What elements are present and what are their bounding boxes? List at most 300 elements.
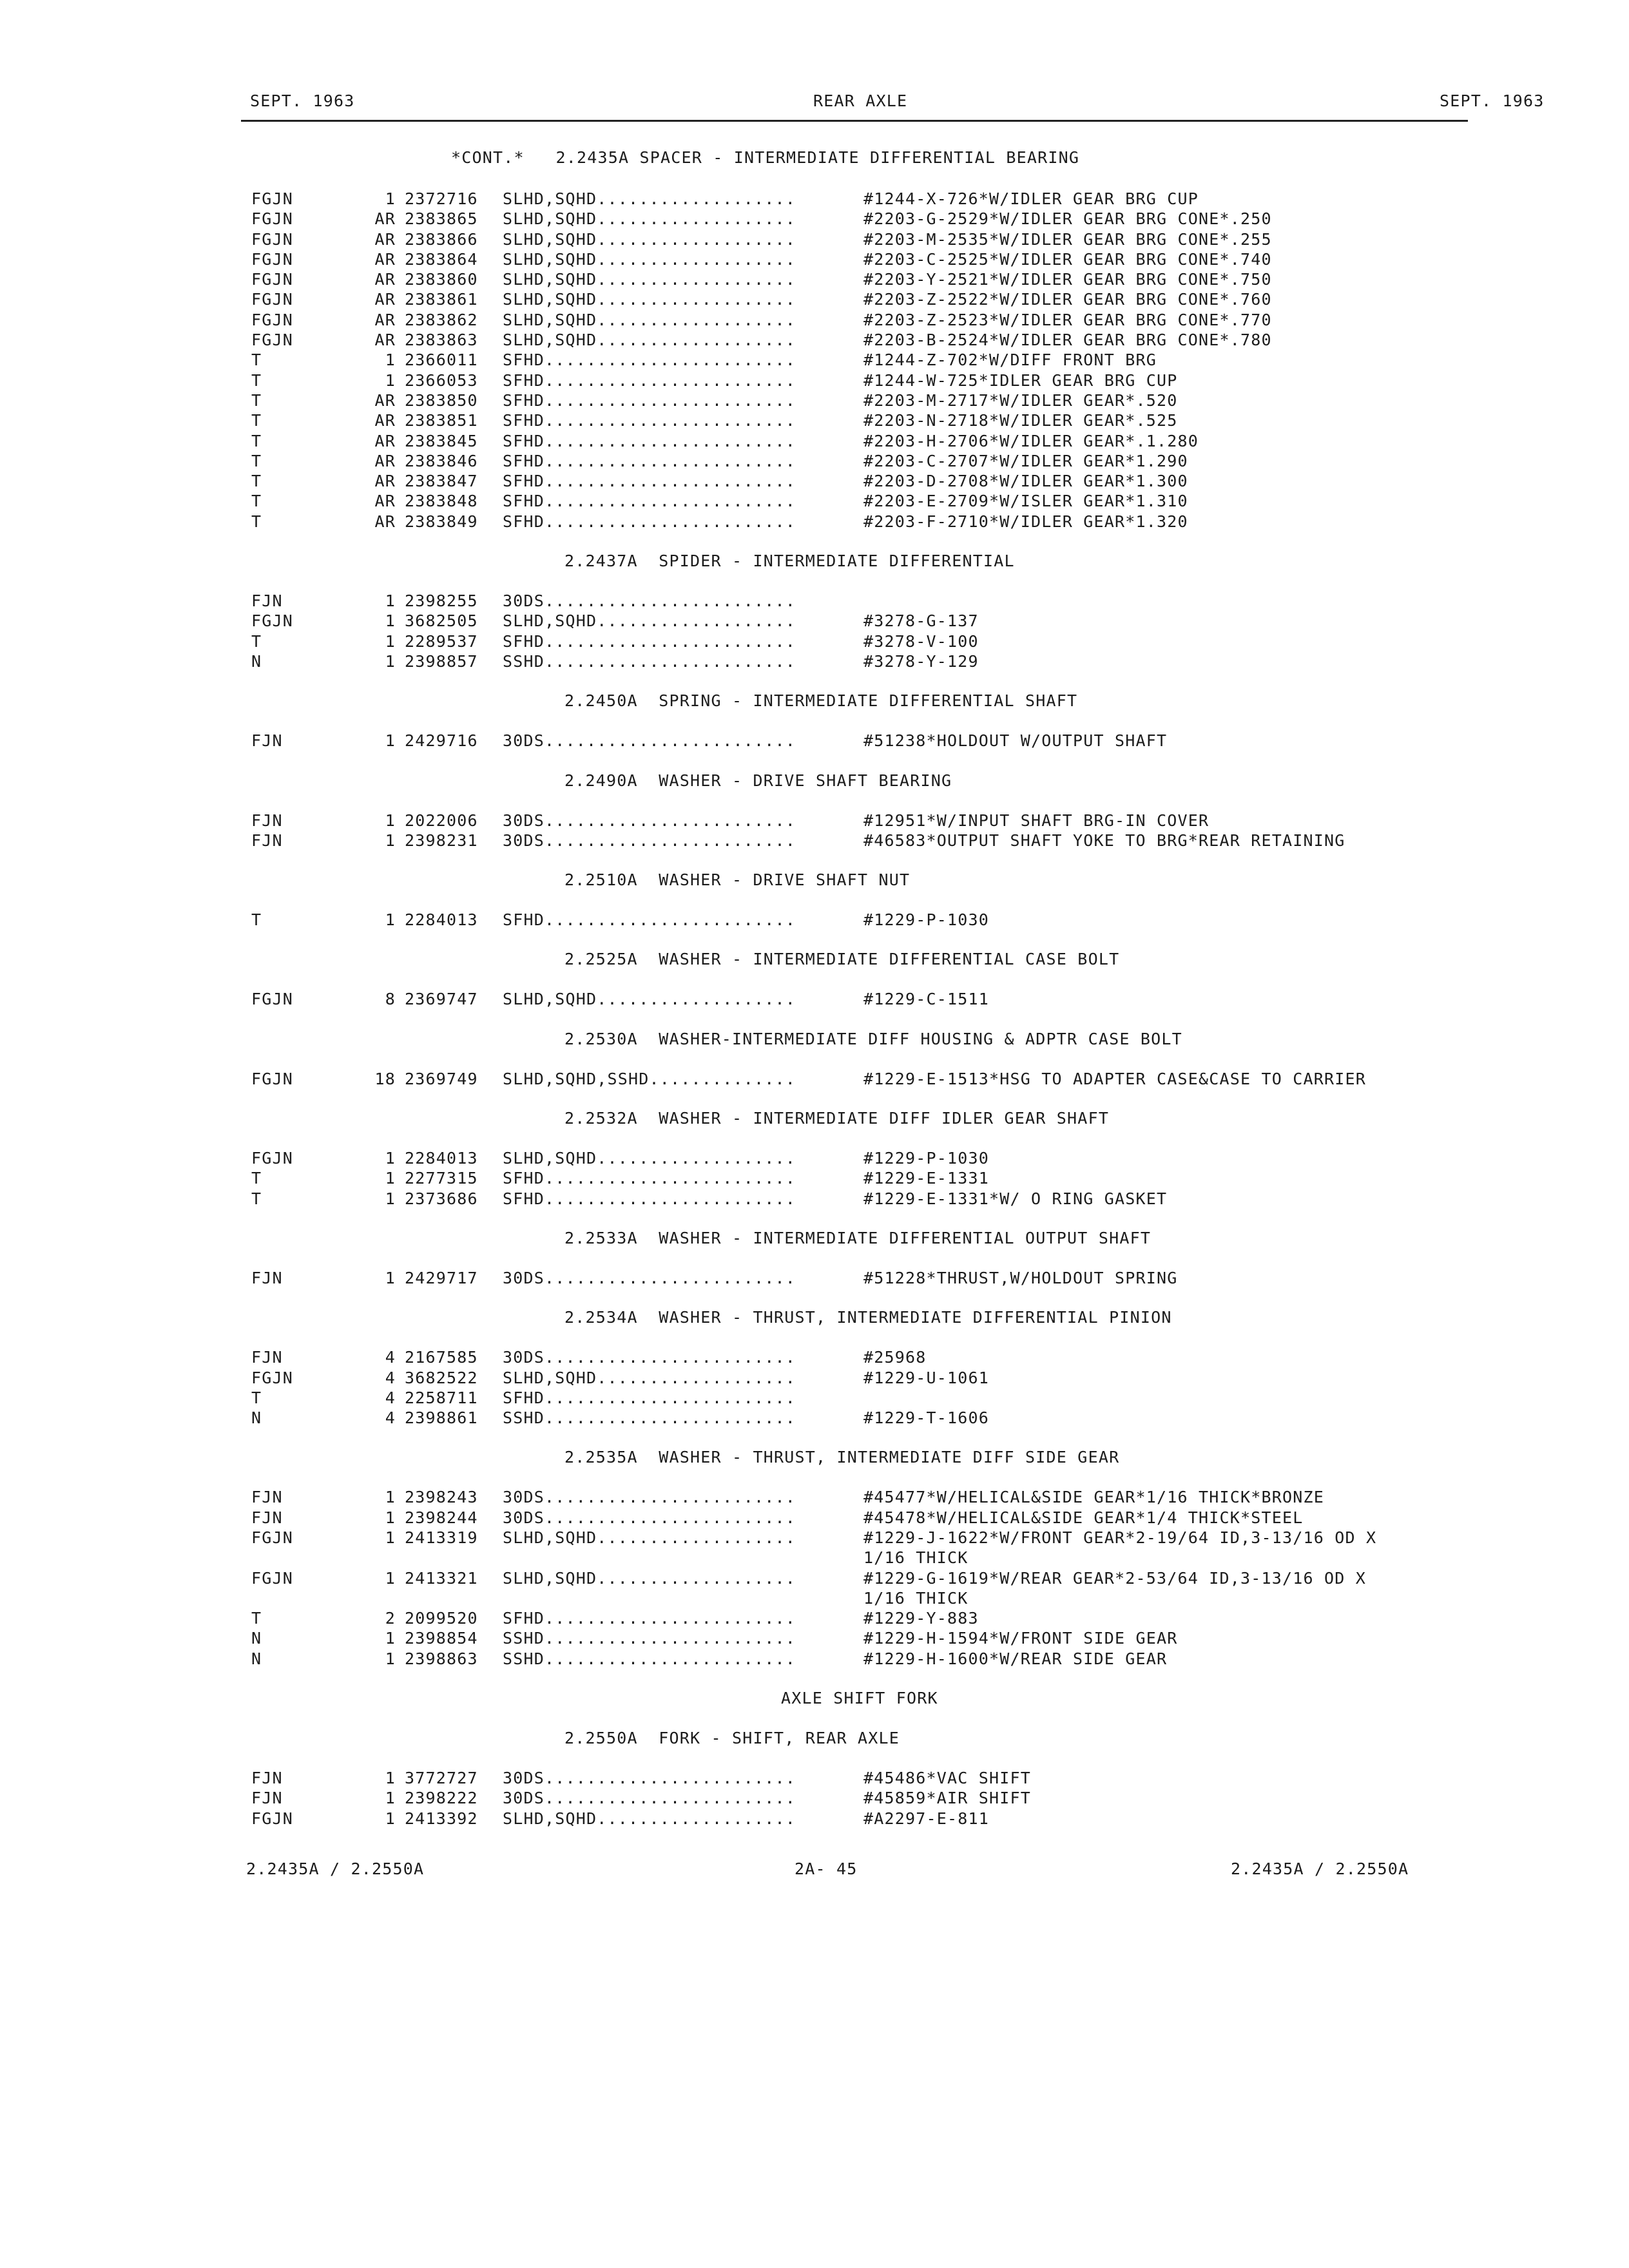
quantity: 2 — [385, 1609, 396, 1628]
quantity: 1 — [385, 1169, 396, 1188]
model-code: FJN — [251, 811, 283, 830]
part-number: 2398222 — [405, 1789, 478, 1808]
table-row — [0, 351, 1629, 370]
part-number: 2383851 — [405, 411, 478, 430]
table-row — [0, 371, 1629, 391]
description: #46583*OUTPUT SHAFT YOKE TO BRG*REAR RETAINING — [863, 831, 1345, 850]
model-code: FJN — [251, 1508, 283, 1527]
section-title-block — [0, 1308, 1629, 1328]
quantity: 1 — [385, 831, 396, 850]
model-list: 30DS........................ — [503, 1348, 796, 1367]
part-number: 2289537 — [405, 631, 478, 651]
section-title: 2.2450A SPRING - INTERMEDIATE DIFFERENTIAL SHAFT — [564, 691, 1078, 711]
description: #1229-C-1511 — [863, 990, 990, 1009]
model-code: FJN — [251, 831, 283, 850]
section-gap — [0, 532, 1629, 552]
table-row — [0, 731, 1629, 751]
parts-list — [0, 148, 1629, 1829]
table-row — [0, 270, 1629, 290]
model-code: T — [251, 1169, 262, 1188]
model-code: FGJN — [251, 1149, 294, 1168]
quantity: 1 — [385, 1649, 396, 1668]
part-number: 2383847 — [405, 472, 478, 491]
description: #3278-Y-129 — [863, 651, 979, 671]
model-code: N — [251, 1649, 262, 1668]
quantity: AR — [374, 472, 396, 491]
section-title: 2.2490A WASHER - DRIVE SHAFT BEARING — [564, 771, 952, 790]
model-list: 30DS........................ — [503, 1508, 796, 1527]
part-number: 2398863 — [405, 1649, 478, 1668]
description: #1244-X-726*W/IDLER GEAR BRG CUP — [863, 189, 1199, 208]
description: #2203-D-2708*W/IDLER GEAR*1.300 — [863, 472, 1188, 491]
quantity: 1 — [385, 189, 396, 208]
section-title: 2.2534A WASHER - THRUST, INTERMEDIATE DIFFERENTIAL PINION — [564, 1308, 1172, 1327]
table-row — [0, 492, 1629, 512]
quantity: 1 — [385, 910, 396, 930]
footer-range-right: 2.2435A / 2.2550A — [1231, 1860, 1409, 1878]
quantity: 1 — [385, 1268, 396, 1287]
quantity: 1 — [385, 1789, 396, 1808]
quantity: AR — [374, 229, 396, 249]
model-list: SFHD........................ — [503, 472, 796, 491]
part-number: 2383846 — [405, 451, 478, 470]
table-row — [0, 1348, 1629, 1368]
description: #2203-N-2718*W/IDLER GEAR*.525 — [863, 411, 1178, 430]
table-row — [0, 411, 1629, 431]
model-list: SLHD,SQHD................... — [503, 331, 796, 350]
section-title-block — [0, 1229, 1629, 1249]
description: #1229-T-1606 — [863, 1408, 990, 1428]
part-number: 2413319 — [405, 1528, 478, 1547]
description: #1229-E-1513*HSG TO ADAPTER CASE&CASE TO CARRIER — [863, 1069, 1367, 1088]
part-number: 2398861 — [405, 1408, 478, 1428]
section-title-block — [0, 950, 1629, 970]
section-gap — [0, 1289, 1629, 1308]
model-list: SLHD,SQHD................... — [503, 1809, 796, 1828]
model-code: FJN — [251, 591, 283, 611]
description: #2203-C-2707*W/IDLER GEAR*1.290 — [863, 451, 1188, 470]
table-row — [0, 1488, 1629, 1508]
table-row — [0, 1609, 1629, 1629]
model-list: SFHD........................ — [503, 492, 796, 511]
description: #1229-H-1594*W/FRONT SIDE GEAR — [863, 1629, 1178, 1648]
table-row — [0, 652, 1629, 672]
model-code: T — [251, 1609, 262, 1628]
group-heading: AXLE SHIFT FORK — [781, 1689, 938, 1708]
part-number: 2383850 — [405, 390, 478, 410]
model-list: SLHD,SQHD................... — [503, 290, 796, 309]
table-row — [0, 189, 1629, 209]
description: #2203-M-2535*W/IDLER GEAR BRG CONE*.255 — [863, 229, 1272, 249]
section-title: 2.2532A WASHER - INTERMEDIATE DIFF IDLER GEAR SHAFT — [564, 1109, 1110, 1128]
model-code: FGJN — [251, 310, 294, 329]
model-list: SLHD,SQHD................... — [503, 229, 796, 249]
part-number: 2383845 — [405, 431, 478, 450]
model-list: SLHD,SQHD................... — [503, 1368, 796, 1387]
model-code: FGJN — [251, 189, 294, 208]
quantity: AR — [374, 290, 396, 309]
model-code: FJN — [251, 1348, 283, 1367]
table-row — [0, 1508, 1629, 1528]
section-title-block — [0, 1030, 1629, 1050]
model-list: SLHD,SQHD................... — [503, 249, 796, 269]
model-code: T — [251, 451, 262, 470]
part-number: 2372716 — [405, 189, 478, 208]
model-code: FJN — [251, 731, 283, 751]
part-number: 2398854 — [405, 1629, 478, 1648]
part-number: 2398231 — [405, 831, 478, 850]
description: #2203-Y-2521*W/IDLER GEAR BRG CONE*.750 — [863, 270, 1272, 289]
section-gap — [0, 1209, 1629, 1229]
model-list: SLHD,SQHD................... — [503, 270, 796, 289]
model-list: SFHD........................ — [503, 370, 796, 390]
description: #45478*W/HELICAL&SIDE GEAR*1/4 THICK*STEEL — [863, 1508, 1304, 1527]
description: #2203-C-2525*W/IDLER GEAR BRG CONE*.740 — [863, 249, 1272, 269]
group-heading-block — [0, 1689, 1629, 1709]
section-gap — [0, 672, 1629, 691]
quantity: 1 — [385, 811, 396, 830]
quantity: 1 — [385, 1568, 396, 1588]
description: #1244-W-725*IDLER GEAR BRG CUP — [863, 370, 1178, 390]
section-gap — [0, 1428, 1629, 1448]
model-list: SFHD........................ — [503, 451, 796, 470]
model-list: SLHD,SQHD................... — [503, 1528, 796, 1547]
part-number: 2022006 — [405, 811, 478, 830]
part-number: 2284013 — [405, 910, 478, 930]
part-number: 3682505 — [405, 611, 478, 631]
model-list: SLHD,SQHD................... — [503, 209, 796, 229]
section-title-block — [0, 1729, 1629, 1749]
quantity: AR — [374, 512, 396, 531]
model-code: FJN — [251, 1769, 283, 1788]
section-title-block — [0, 1109, 1629, 1129]
quantity: AR — [374, 411, 396, 430]
model-code: T — [251, 390, 262, 410]
table-row — [0, 452, 1629, 472]
model-code: FJN — [251, 1789, 283, 1808]
table-row — [0, 331, 1629, 351]
description: #12951*W/INPUT SHAFT BRG-IN COVER — [863, 811, 1210, 830]
section-title: 2.2437A SPIDER - INTERMEDIATE DIFFERENTIAL — [564, 552, 1015, 571]
model-list: 30DS........................ — [503, 1488, 796, 1507]
table-row — [0, 632, 1629, 652]
quantity: 1 — [385, 631, 396, 651]
section-gap — [0, 851, 1629, 870]
description: #1229-P-1030 — [863, 1149, 990, 1168]
model-code: T — [251, 631, 262, 651]
quantity: AR — [374, 249, 396, 269]
section-title: 2.2535A WASHER - THRUST, INTERMEDIATE DIFF SIDE GEAR — [564, 1448, 1120, 1467]
description: #51228*THRUST,W/HOLDOUT SPRING — [863, 1268, 1178, 1287]
footer-range-left: 2.2435A / 2.2550A — [246, 1860, 425, 1878]
model-code: FGJN — [251, 331, 294, 350]
model-list: SSHD........................ — [503, 651, 796, 671]
quantity: AR — [374, 431, 396, 450]
section-title: *CONT.* 2.2435A SPACER - INTERMEDIATE DIFFERENTIAL BEARING — [451, 148, 1080, 167]
part-number: 2383864 — [405, 249, 478, 269]
part-number: 2398255 — [405, 591, 478, 611]
description: #1229-P-1030 — [863, 910, 990, 930]
model-code: FGJN — [251, 1568, 294, 1588]
model-list: SSHD........................ — [503, 1629, 796, 1648]
table-row — [0, 472, 1629, 492]
model-list: SFHD........................ — [503, 631, 796, 651]
model-list: 30DS........................ — [503, 831, 796, 850]
model-list: SFHD........................ — [503, 411, 796, 430]
description: #2203-G-2529*W/IDLER GEAR BRG CONE*.250 — [863, 209, 1272, 229]
table-row — [0, 1389, 1629, 1408]
model-list: SFHD........................ — [503, 1189, 796, 1208]
model-code: T — [251, 431, 262, 450]
section-title-block — [0, 552, 1629, 572]
quantity: AR — [374, 492, 396, 511]
description: #2203-M-2717*W/IDLER GEAR*.520 — [863, 390, 1178, 410]
model-list: SSHD........................ — [503, 1408, 796, 1428]
table-row — [0, 1149, 1629, 1169]
description: #1244-Z-702*W/DIFF FRONT BRG — [863, 351, 1157, 370]
header-date-left: SEPT. 1963 — [250, 91, 355, 110]
table-row — [0, 1769, 1629, 1789]
quantity: 8 — [385, 990, 396, 1009]
section-gap — [0, 752, 1629, 771]
part-number: 2429716 — [405, 731, 478, 751]
description: #2203-F-2710*W/IDLER GEAR*1.320 — [863, 512, 1188, 531]
model-code: T — [251, 492, 262, 511]
model-code: N — [251, 1408, 262, 1428]
section-gap — [0, 1090, 1629, 1109]
table-row — [0, 209, 1629, 229]
part-number: 2383865 — [405, 209, 478, 229]
description: #3278-G-137 — [863, 611, 979, 631]
model-list: SLHD,SQHD................... — [503, 1568, 796, 1588]
model-code: T — [251, 472, 262, 491]
model-code: FGJN — [251, 1809, 294, 1828]
section-gap — [0, 1669, 1629, 1689]
part-number: 2369747 — [405, 990, 478, 1009]
model-list: SFHD........................ — [503, 431, 796, 450]
section-title-block — [0, 148, 1629, 168]
table-row — [0, 611, 1629, 631]
description: #25968 — [863, 1348, 927, 1367]
description: #1229-J-1622*W/FRONT GEAR*2-19/64 ID,3-13/16 OD X — [863, 1528, 1377, 1547]
table-row — [0, 990, 1629, 1010]
description: #2203-Z-2523*W/IDLER GEAR BRG CONE*.770 — [863, 310, 1272, 329]
section-title-block — [0, 771, 1629, 791]
table-row — [0, 831, 1629, 851]
model-code: FGJN — [251, 229, 294, 249]
model-code: T — [251, 351, 262, 370]
quantity: 1 — [385, 1488, 396, 1507]
model-list: 30DS........................ — [503, 1789, 796, 1808]
table-row — [0, 811, 1629, 831]
model-code: FGJN — [251, 1069, 294, 1088]
description: #45486*VAC SHIFT — [863, 1769, 1032, 1788]
quantity: 18 — [374, 1069, 396, 1088]
description: #2203-E-2709*W/ISLER GEAR*1.310 — [863, 492, 1188, 511]
section-title-block — [0, 1448, 1629, 1468]
model-list: SLHD,SQHD................... — [503, 611, 796, 631]
description: 1/16 THICK — [863, 1548, 969, 1568]
table-row — [0, 311, 1629, 331]
part-number: 2429717 — [405, 1268, 478, 1287]
part-number: 2366011 — [405, 351, 478, 370]
model-code: FGJN — [251, 290, 294, 309]
model-list: SLHD,SQHD,SSHD.............. — [503, 1069, 796, 1088]
quantity: AR — [374, 270, 396, 289]
part-number: 2383863 — [405, 331, 478, 350]
quantity: 4 — [385, 1388, 396, 1407]
description: #1229-U-1061 — [863, 1368, 990, 1387]
part-number: 3682522 — [405, 1368, 478, 1387]
table-row — [0, 1070, 1629, 1090]
section-gap — [0, 1010, 1629, 1030]
section-title: 2.2530A WASHER-INTERMEDIATE DIFF HOUSING & ADPTR CASE BOLT — [564, 1029, 1182, 1048]
quantity: 1 — [385, 611, 396, 631]
description: #2203-Z-2522*W/IDLER GEAR BRG CONE*.760 — [863, 290, 1272, 309]
model-list: SFHD........................ — [503, 351, 796, 370]
description: #1229-H-1600*W/REAR SIDE GEAR — [863, 1649, 1168, 1668]
description: #1229-G-1619*W/REAR GEAR*2-53/64 ID,3-13/16 OD X — [863, 1568, 1367, 1588]
model-code: N — [251, 651, 262, 671]
model-list: 30DS........................ — [503, 1268, 796, 1287]
part-number: 2373686 — [405, 1189, 478, 1208]
quantity: AR — [374, 451, 396, 470]
table-row — [0, 910, 1629, 930]
section-title: 2.2510A WASHER - DRIVE SHAFT NUT — [564, 870, 911, 890]
table-row — [0, 1408, 1629, 1428]
part-number: 2383849 — [405, 512, 478, 531]
section-title-block — [0, 691, 1629, 711]
part-number: 2099520 — [405, 1609, 478, 1628]
model-list: SLHD,SQHD................... — [503, 1149, 796, 1168]
quantity: 4 — [385, 1408, 396, 1428]
part-number: 3772727 — [405, 1769, 478, 1788]
table-row — [0, 1189, 1629, 1209]
model-code: FJN — [251, 1488, 283, 1507]
quantity: 1 — [385, 1149, 396, 1168]
part-number: 2258711 — [405, 1388, 478, 1407]
model-code: FGJN — [251, 1368, 294, 1387]
part-number: 2413321 — [405, 1568, 478, 1588]
table-row — [0, 432, 1629, 452]
part-number: 2383848 — [405, 492, 478, 511]
quantity: 1 — [385, 1769, 396, 1788]
quantity: AR — [374, 390, 396, 410]
part-number: 2369749 — [405, 1069, 478, 1088]
description: 1/16 THICK — [863, 1588, 969, 1608]
quantity: 1 — [385, 1629, 396, 1648]
header-rule — [241, 120, 1468, 122]
quantity: 1 — [385, 1528, 396, 1547]
quantity: AR — [374, 209, 396, 229]
table-row — [0, 250, 1629, 270]
quantity: 1 — [385, 651, 396, 671]
model-list: SLHD,SQHD................... — [503, 310, 796, 329]
model-code: FGJN — [251, 611, 294, 631]
table-row — [0, 1548, 1629, 1568]
table-row — [0, 290, 1629, 310]
section-gap — [0, 930, 1629, 950]
table-row — [0, 1629, 1629, 1649]
model-list: SFHD........................ — [503, 1169, 796, 1188]
table-row — [0, 1369, 1629, 1389]
description: #2203-H-2706*W/IDLER GEAR*.1.280 — [863, 431, 1199, 450]
description: #45477*W/HELICAL&SIDE GEAR*1/16 THICK*BRONZE — [863, 1488, 1325, 1507]
model-list: SLHD,SQHD................... — [503, 189, 796, 208]
part-number: 2383866 — [405, 229, 478, 249]
part-number: 2383860 — [405, 270, 478, 289]
quantity: 1 — [385, 591, 396, 611]
part-number: 2277315 — [405, 1169, 478, 1188]
part-number: 2366053 — [405, 370, 478, 390]
quantity: 4 — [385, 1368, 396, 1387]
part-number: 2413392 — [405, 1809, 478, 1828]
model-code: T — [251, 1189, 262, 1208]
model-code: T — [251, 370, 262, 390]
section-title: 2.2525A WASHER - INTERMEDIATE DIFFERENTIAL CASE BOLT — [564, 950, 1120, 969]
footer-page-number: 2A- 45 — [795, 1860, 858, 1878]
model-code: FGJN — [251, 209, 294, 229]
description: #A2297-E-811 — [863, 1809, 990, 1828]
table-row — [0, 512, 1629, 532]
table-row — [0, 1269, 1629, 1289]
table-row — [0, 391, 1629, 411]
description: #51238*HOLDOUT W/OUTPUT SHAFT — [863, 731, 1168, 751]
section-title: 2.2533A WASHER - INTERMEDIATE DIFFERENTIAL OUTPUT SHAFT — [564, 1228, 1152, 1247]
model-code: FJN — [251, 1268, 283, 1287]
quantity: AR — [374, 331, 396, 350]
part-number: 2383862 — [405, 310, 478, 329]
model-code: T — [251, 910, 262, 930]
model-code: FGJN — [251, 1528, 294, 1547]
part-number: 2398244 — [405, 1508, 478, 1527]
part-number: 2398857 — [405, 651, 478, 671]
header-date-right: SEPT. 1963 — [1440, 91, 1545, 110]
part-number: 2383861 — [405, 290, 478, 309]
model-list: SFHD........................ — [503, 512, 796, 531]
table-row — [0, 1169, 1629, 1189]
table-row — [0, 230, 1629, 250]
quantity: 1 — [385, 1809, 396, 1828]
description: #3278-V-100 — [863, 631, 979, 651]
description: #1229-E-1331*W/ O RING GASKET — [863, 1189, 1168, 1208]
description: #1229-Y-883 — [863, 1609, 979, 1628]
part-number: 2398243 — [405, 1488, 478, 1507]
quantity: 4 — [385, 1348, 396, 1367]
quantity: 1 — [385, 370, 396, 390]
section-title: 2.2550A FORK - SHIFT, REAR AXLE — [564, 1729, 900, 1748]
part-number: 2167585 — [405, 1348, 478, 1367]
table-row — [0, 1569, 1629, 1589]
quantity: 1 — [385, 1508, 396, 1527]
table-row — [0, 1528, 1629, 1548]
model-code: T — [251, 411, 262, 430]
header-title: REAR AXLE — [813, 91, 908, 110]
model-code: FGJN — [251, 990, 294, 1009]
table-row — [0, 1789, 1629, 1809]
model-code: FGJN — [251, 270, 294, 289]
section-title-block — [0, 870, 1629, 890]
table-row — [0, 1809, 1629, 1829]
model-list: SFHD........................ — [503, 1609, 796, 1628]
model-list: SFHD........................ — [503, 390, 796, 410]
model-code: T — [251, 1388, 262, 1407]
model-list: SFHD........................ — [503, 1388, 796, 1407]
model-list: SSHD........................ — [503, 1649, 796, 1668]
quantity: 1 — [385, 731, 396, 751]
table-row — [0, 1589, 1629, 1609]
model-list: 30DS........................ — [503, 591, 796, 611]
